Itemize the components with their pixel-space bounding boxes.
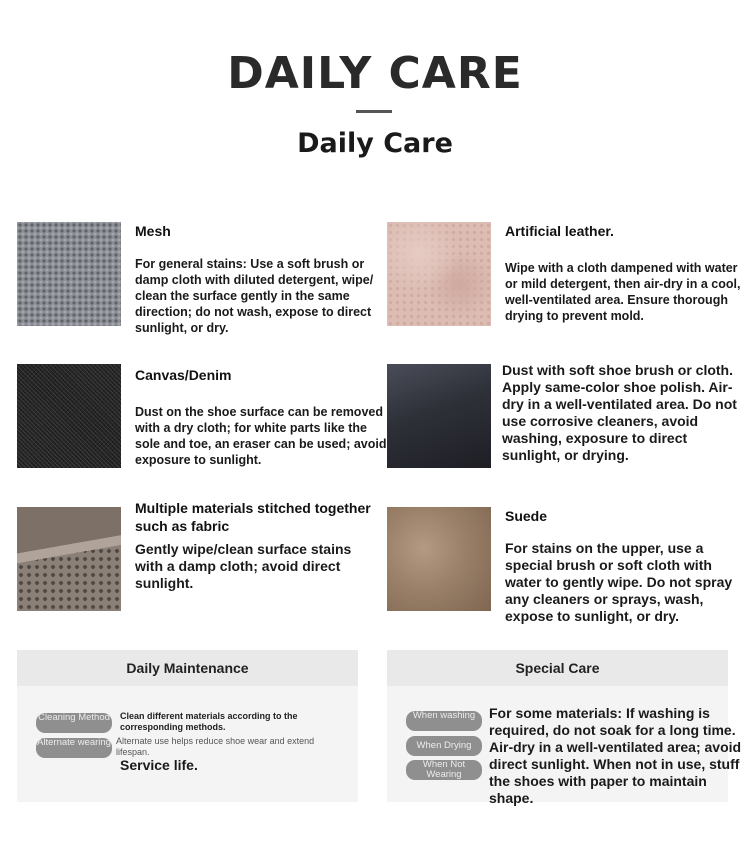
when-washing-pill: When washing [406,711,482,731]
special-care-text: For some materials: If washing is required, do not soak for a long time. Air-dry in a well-ventilated area; avoid direct sunlight. When not in use, stuff the shoes with paper to maintain shape. [489,705,742,806]
daily-maintenance-panel [17,650,358,802]
leather-swatch-image [387,364,491,468]
cleaning-method-text: Clean different materials according to the corresponding methods. [120,711,298,732]
material-name-canvas-denim: Canvas/Denim [135,367,232,383]
mesh-swatch-image [17,222,121,326]
page-subtitle: Daily Care [297,128,453,159]
when-not-wearing-pill: When Not Wearing [406,760,482,780]
alternate-wearing-pill: Alternate wearing [36,738,112,758]
special-care-title: Special Care [387,650,728,686]
title-divider [356,110,392,113]
material-name-suede: Suede [505,508,548,524]
material-name-multi-material: Multiple materials stitched together such as fabric [135,500,371,534]
material-desc-artificial-leather: Wipe with a cloth dampened with water or mild detergent, then air-dry in a cool, well-ventilated area. Ensure thorough drying to prevent mold. [505,261,741,323]
suede-swatch-image [387,507,491,611]
page-title: DAILY CARE [227,48,523,99]
canvas-denim-swatch-image [17,364,121,468]
material-name-artificial-leather: Artificial leather. [505,223,614,239]
when-drying-pill: When Drying [406,736,482,756]
daily-maintenance-title: Daily Maintenance [17,650,358,686]
material-desc-mesh: For general stains: Use a soft brush or damp cloth with diluted detergent, wipe/ clean the surface gently in the same direction; do not wash, expose to direct sunlight, or dry. [135,257,374,335]
artificial-leather-swatch-image [387,222,491,326]
material-desc-leather: Dust with soft shoe brush or cloth. Apply same-color shoe polish. Air-dry in a well-ventilated area. Do not use corrosive cleaners, avoid washing, exposure to direct sunlight, or drying. [502,362,737,463]
material-desc-suede: For stains on the upper, use a special brush or soft cloth with water to gently wipe. Do not spray any cleaners or sprays, wash, expose to sunlight, or dry. [505,540,733,624]
material-name-mesh: Mesh [135,223,171,239]
cleaning-method-pill: Cleaning Method [36,713,112,733]
material-desc-multi-material: Gently wipe/clean surface stains with a damp cloth; avoid direct sunlight. [135,541,352,591]
multi-material-swatch-image [17,507,121,611]
service-life-text: Service life. [120,757,198,773]
alternate-wearing-text: Alternate use helps reduce shoe wear and extend lifespan. [116,736,315,757]
material-desc-canvas-denim: Dust on the shoe surface can be removed with a dry cloth; for white parts like the sole and toe, an eraser can be used; avoid exposure to sunlight. [135,405,387,467]
